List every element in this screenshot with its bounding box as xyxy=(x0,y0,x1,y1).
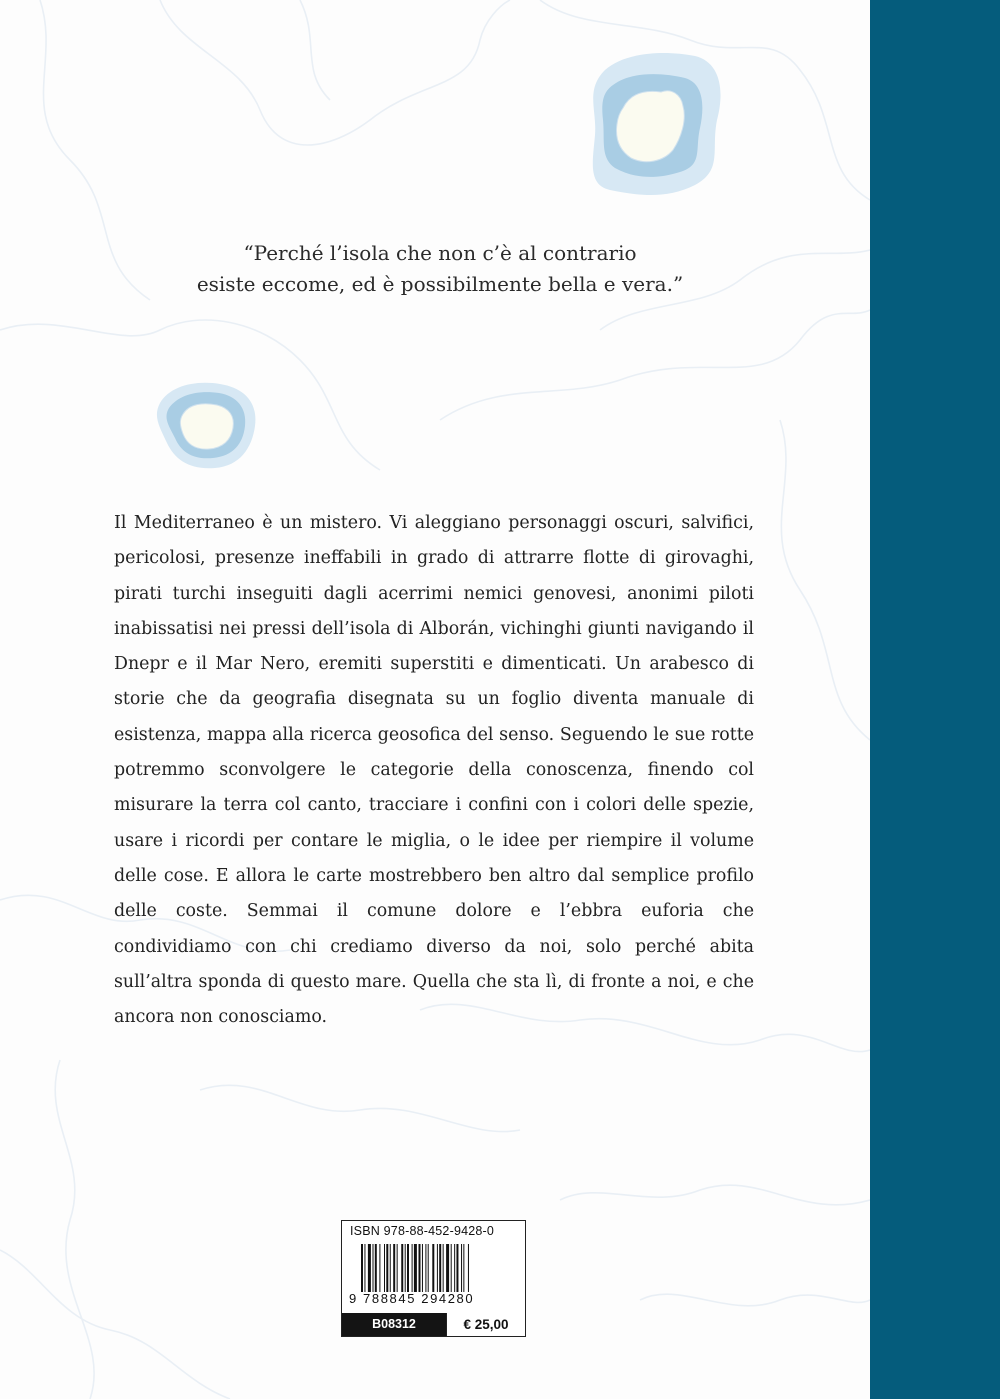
spine-band xyxy=(870,0,1000,1399)
blurb-paragraph: Il Mediterraneo è un mistero. Vi aleggiano personaggi oscuri, salvifici, pericolosi, presenze ineffabili in grado di attrarre flotte di girovaghi, pirati turchi inseguiti dagli acerrimi nemici genovesi, anonimi piloti inabissatisi nei pressi dell’isola di Alborán, vichinghi giunti navigando il Dnepr e il Mar Nero, eremiti superstiti e dimenticati. Un arabesco di storie che da geografia disegnata su un foglio diventa manuale di esistenza, mappa alla ricerca geosofica del senso. Seguendo le sue rotte potremmo sconvolgere le categorie della conoscenza, finendo col misurare la terra col canto, tracciare i confini con i colori delle spezie, usare i ricordi per contare le miglia, o le idee per riempire il volume delle cose. E allora le carte mostrebbero ben altro dal semplice profilo delle coste. Semmai il comune dolore e l’ebbra euforia che condividiamo con chi crediamo diverso da noi, solo perché abita sull’altra sponda di questo mare. Quella che sta lì, di fronte a noi, e che ancora non conosciamo. xyxy=(114,513,754,1028)
barcode-bar xyxy=(419,1244,421,1292)
island-illustration-large xyxy=(585,50,725,200)
barcode-bar xyxy=(368,1244,371,1292)
barcode-bar xyxy=(393,1244,395,1292)
price-label: € 25,00 xyxy=(446,1313,525,1336)
barcode-bar xyxy=(379,1244,380,1292)
barcode-bar xyxy=(428,1244,429,1292)
barcode-bar xyxy=(463,1244,464,1292)
barcode-bar xyxy=(468,1244,469,1292)
quote-line-2: esiste eccome, ed è possibilmente bella e vera.” xyxy=(196,272,684,296)
barcode-bar xyxy=(443,1244,444,1292)
epigraph-quote xyxy=(120,238,760,300)
barcode-bar xyxy=(397,1244,398,1292)
barcode-bar xyxy=(454,1244,455,1292)
product-code: B08312 xyxy=(342,1313,446,1336)
barcode-bar xyxy=(401,1244,403,1292)
barcode-bar xyxy=(386,1244,388,1292)
barcode-bar xyxy=(361,1244,363,1292)
barcode-bar xyxy=(405,1244,406,1292)
isbn-label: ISBN 978-88-452-9428-0 xyxy=(350,1224,495,1238)
barcode-bar xyxy=(461,1244,462,1292)
barcode-bar xyxy=(414,1244,417,1292)
barcode-bar xyxy=(407,1244,409,1292)
barcode-block xyxy=(341,1220,526,1337)
barcode-bar xyxy=(364,1244,365,1292)
barcode-bar xyxy=(384,1244,385,1292)
barcode-bar xyxy=(375,1244,377,1292)
barcode-bar xyxy=(432,1244,434,1292)
barcode-bar xyxy=(390,1244,391,1292)
barcode-bar xyxy=(437,1244,438,1292)
barcode-bar xyxy=(425,1244,426,1292)
barcode-bars xyxy=(361,1244,506,1292)
barcode-bar xyxy=(422,1244,423,1292)
barcode-digits: 9 788845 294280 xyxy=(349,1291,475,1306)
island-illustration-small xyxy=(155,378,260,470)
barcode-bar xyxy=(412,1244,413,1292)
barcode-bar xyxy=(439,1244,441,1292)
barcode-bar xyxy=(373,1244,374,1292)
barcode-bar xyxy=(456,1244,458,1292)
barcode-bar xyxy=(451,1244,452,1292)
quote-line-1: “Perché l’isola che non c’è al contrario xyxy=(243,241,637,265)
barcode-bar xyxy=(446,1244,449,1292)
